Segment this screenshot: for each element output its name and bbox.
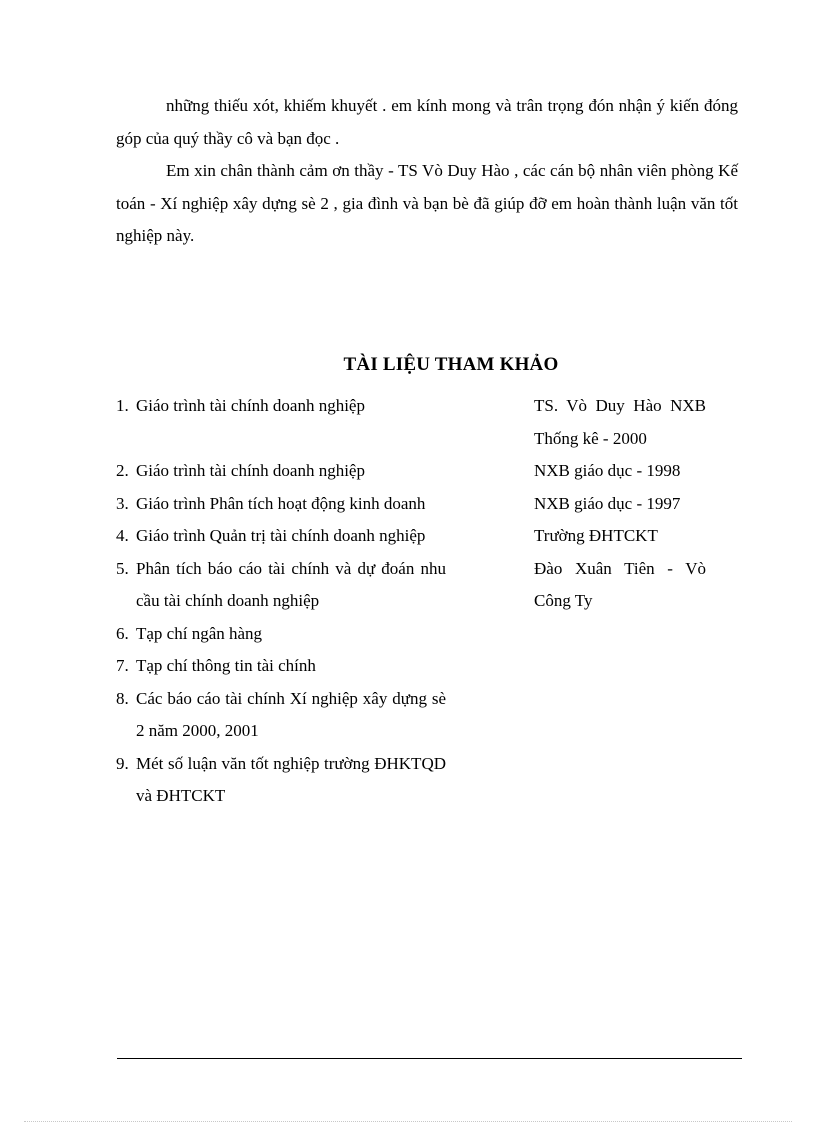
reference-title: Phân tích báo cáo tài chính và dự đoán nhu cầu tài chính doanh nghiệp <box>136 558 446 610</box>
reference-item <box>116 748 716 813</box>
reference-item <box>116 520 716 553</box>
reference-title: Giáo trình Phân tích hoạt động kinh doanh <box>136 493 426 513</box>
reference-title: Mét số luận văn tốt nghiệp trường ĐHKTQD và ĐHTCKT <box>136 753 446 805</box>
reference-list <box>116 390 716 813</box>
reference-source: TS. Vò Duy Hào NXB Thống kê - 2000 <box>534 396 706 448</box>
acknowledgement-paragraph: Em xin chân thành cảm ơn thầy - TS Vò Duy Hào , các cán bộ nhân viên phòng Kế toán - Xí nghiệp xây dựng sè 2 , gia đình và bạn bè đã giúp đỡ em hoàn thành luận văn tốt nghiệp này. <box>116 161 738 245</box>
reference-number: 4. <box>116 526 129 545</box>
reference-title: Tạp chí thông tin tài chính <box>136 656 316 675</box>
reference-item <box>116 618 716 651</box>
reference-item <box>116 390 716 455</box>
footer-rule <box>117 1058 742 1059</box>
reference-item <box>116 488 716 521</box>
reference-source: Trường ĐHTCKT <box>534 526 658 545</box>
page-edge-divider <box>24 1121 792 1122</box>
reference-number: 7. <box>116 656 129 675</box>
reference-number: 6. <box>116 623 129 643</box>
reference-source <box>534 650 706 683</box>
reference-item <box>116 683 716 748</box>
reference-number: 3. <box>116 493 129 513</box>
reference-source <box>534 748 706 813</box>
reference-number: 2. <box>116 461 129 480</box>
reference-item <box>116 455 716 488</box>
reference-title: Tạp chí ngân hàng <box>136 623 263 643</box>
reference-source: NXB giáo dục - 1998 <box>534 461 681 480</box>
reference-item <box>116 650 716 683</box>
reference-title: Các báo cáo tài chính Xí nghiệp xây dựng sè 2 năm 2000, 2001 <box>136 688 446 740</box>
reference-source: NXB giáo dục - 1997 <box>534 493 681 513</box>
reference-number: 9. <box>116 753 129 773</box>
reference-source <box>534 618 706 651</box>
reference-title: Giáo trình Quản trị tài chính doanh nghiệp <box>136 526 426 545</box>
reference-number: 1. <box>116 396 129 415</box>
reference-title: Giáo trình tài chính doanh nghiệp <box>136 396 365 415</box>
references-heading: TÀI LIỆU THAM KHẢO <box>343 354 559 375</box>
closing-paragraph: những thiếu xót, khiếm khuyết . em kính mong và trân trọng đón nhận ý kiến đóng góp của quý thầy cô và bạn đọc . <box>116 96 738 148</box>
reference-source: Đào Xuân Tiên - Vò Công Ty <box>534 558 706 610</box>
reference-number: 8. <box>116 688 129 708</box>
reference-number: 5. <box>116 558 129 578</box>
reference-source <box>534 683 706 748</box>
reference-title: Giáo trình tài chính doanh nghiệp <box>136 461 365 480</box>
reference-item <box>116 553 716 618</box>
